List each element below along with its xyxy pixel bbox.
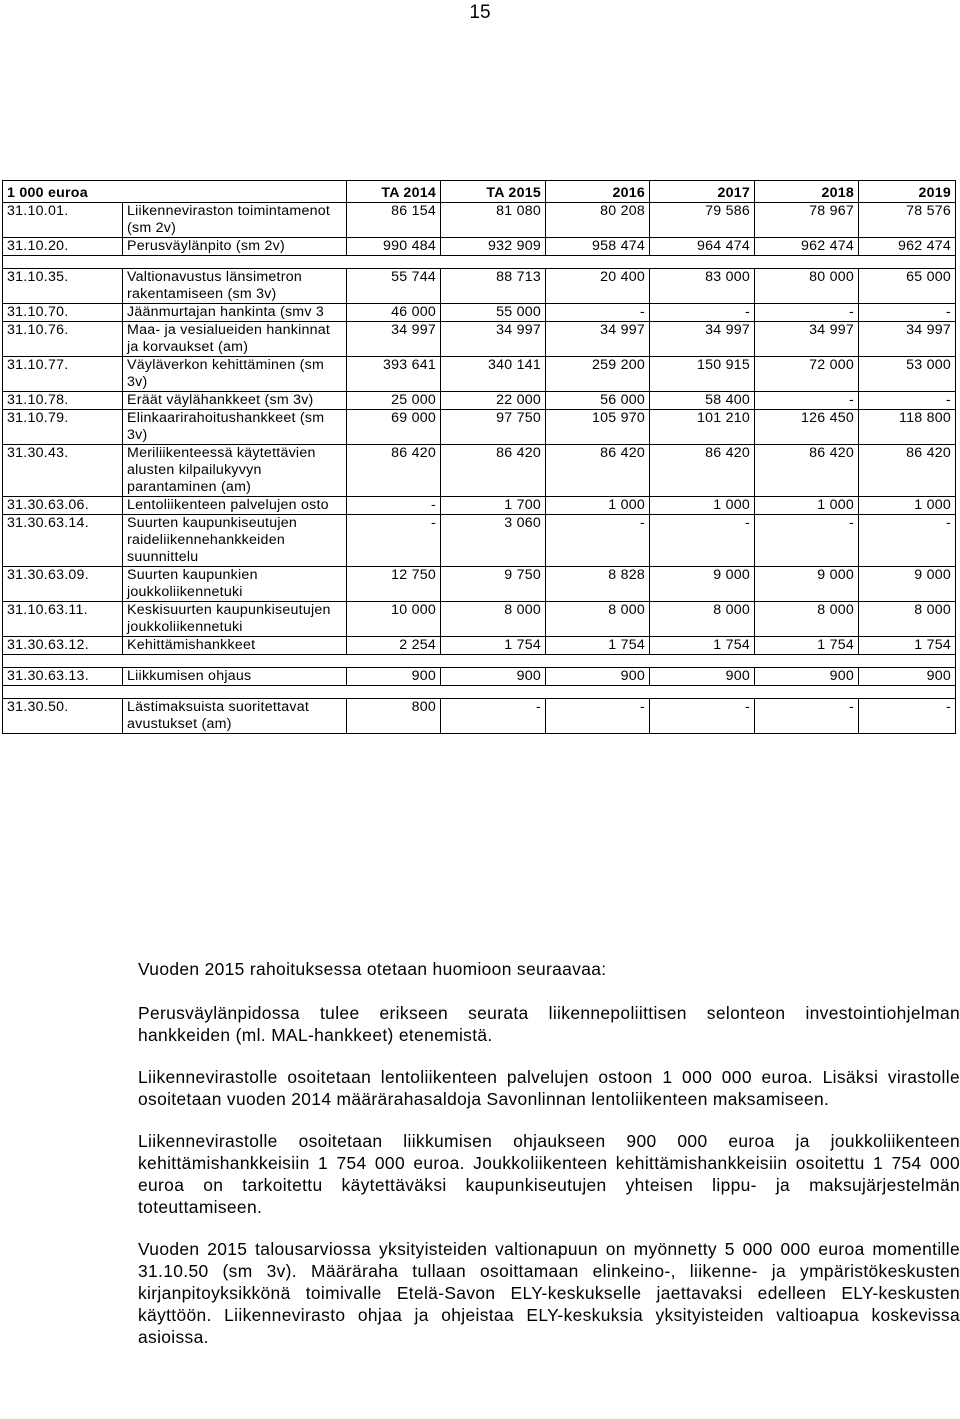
intro-paragraph: Vuoden 2015 rahoituksessa otetaan huomioon seuraavaa: [138,959,607,979]
year-value: 58 400 [650,392,755,410]
year-value: - [755,699,859,734]
year-value: 86 420 [859,445,956,497]
table-row [3,497,956,515]
year-value: 10 000 [347,602,441,637]
year-value: 3 060 [441,515,546,567]
table-row [3,699,956,734]
year-value: 22 000 [441,392,546,410]
year-value: 34 997 [441,322,546,357]
table-row [3,637,956,655]
year-value: - [546,304,650,322]
year-value: 958 474 [546,238,650,256]
paragraph-liikkumisen-ohjaus: Liikennevirastolle osoitetaan liikkumisen ohjaukseen 900 000 euroa ja joukkoliikenteen kehittämishankkeisiin 1 754 000 euroa. Joukkoliikenteen kehittämishankkeisiin osoitettu 1 754 000 euroa on tarkoitettu käytettäväksi kaupunkiseutujen yhteisen lippu- ja maksujärjestelmän toteuttamiseen. [138,1131,960,1217]
year-value: 8 000 [859,602,956,637]
momentti-description: Liikenneviraston toimintamenot (sm 2v) [123,203,347,238]
year-value: 65 000 [859,269,956,304]
year-value: 900 [441,668,546,686]
year-value: - [755,304,859,322]
table-row [3,392,956,410]
year-value: - [859,515,956,567]
year-value: 9 000 [755,567,859,602]
budget-table-body [3,203,956,734]
table-header-row [3,181,956,203]
year-value: - [859,699,956,734]
momentti-code: 31.10.76. [3,322,123,357]
year-value: - [650,304,755,322]
table-row [3,445,956,497]
year-value: - [441,699,546,734]
year-value: 34 997 [755,322,859,357]
year-value: 800 [347,699,441,734]
year-header: 2017 [650,181,755,203]
momentti-code: 31.10.70. [3,304,123,322]
year-value: 8 828 [546,567,650,602]
unit-header: 1 000 euroa [3,181,347,203]
separator-cell [3,686,956,699]
momentti-code: 31.30.43. [3,445,123,497]
year-value: 25 000 [347,392,441,410]
year-value: 393 641 [347,357,441,392]
year-value: 900 [347,668,441,686]
year-value: 86 420 [441,445,546,497]
momentti-code: 31.30.50. [3,699,123,734]
momentti-description: Suurten kaupunkien joukkoliikennetuki [123,567,347,602]
momentti-code: 31.30.63.09. [3,567,123,602]
year-value: 34 997 [546,322,650,357]
momentti-code: 31.10.63.11. [3,602,123,637]
year-value: 1 754 [546,637,650,655]
year-value: 900 [546,668,650,686]
year-value: 932 909 [441,238,546,256]
year-value: 72 000 [755,357,859,392]
separator-cell [3,655,956,668]
year-value: 55 000 [441,304,546,322]
year-value: 1 000 [755,497,859,515]
table-row [3,357,956,392]
momentti-code: 31.10.78. [3,392,123,410]
momentti-code: 31.10.20. [3,238,123,256]
momentti-code: 31.10.01. [3,203,123,238]
year-value: 34 997 [650,322,755,357]
momentti-description: Maa- ja vesialueiden hankinnat ja korvaukset (am) [123,322,347,357]
year-value: 1 754 [755,637,859,655]
year-value: - [755,392,859,410]
year-value: 962 474 [859,238,956,256]
year-header: 2019 [859,181,956,203]
year-value: 8 000 [755,602,859,637]
year-value: 900 [650,668,755,686]
year-value: - [546,699,650,734]
momentti-description: Väyläverkon kehittäminen (sm 3v) [123,357,347,392]
year-value: 964 474 [650,238,755,256]
year-value: 79 586 [650,203,755,238]
year-value: 9 000 [650,567,755,602]
momentti-description: Lentoliikenteen palvelujen osto [123,497,347,515]
year-value: 1 000 [650,497,755,515]
momentti-description: Keskisuurten kaupunkiseutujen joukkoliikennetuki [123,602,347,637]
year-value: 1 754 [441,637,546,655]
year-value: 900 [859,668,956,686]
momentti-description: Liikkumisen ohjaus [123,668,347,686]
year-value: 86 420 [755,445,859,497]
year-value: - [859,304,956,322]
year-header: 2016 [546,181,650,203]
momentti-code: 31.10.77. [3,357,123,392]
year-value: 34 997 [859,322,956,357]
momentti-code: 31.10.35. [3,269,123,304]
year-value: 990 484 [347,238,441,256]
year-value: 34 997 [347,322,441,357]
year-value: 56 000 [546,392,650,410]
year-value: 259 200 [546,357,650,392]
year-value: 88 713 [441,269,546,304]
momentti-code: 31.30.63.14. [3,515,123,567]
momentti-code: 31.10.79. [3,410,123,445]
year-value: 80 208 [546,203,650,238]
momentti-description: Eräät väylähankkeet (sm 3v) [123,392,347,410]
paragraph-perusvaylanpito: Perusväylänpidossa tulee erikseen seurata liikennepoliittisen selonteon investointiohjelman hankkeiden (ml. MAL-hankkeet) etenemistä. [138,1003,960,1045]
year-header: TA 2014 [347,181,441,203]
momentti-description: Kehittämishankkeet [123,637,347,655]
year-value: 78 576 [859,203,956,238]
year-value: 53 000 [859,357,956,392]
year-value: 1 754 [859,637,956,655]
table-row [3,322,956,357]
momentti-description: Valtionavustus länsimetron rakentamiseen (sm 3v) [123,269,347,304]
year-value: 101 210 [650,410,755,445]
separator-cell [3,256,956,269]
year-value: 1 700 [441,497,546,515]
year-value: 962 474 [755,238,859,256]
momentti-code: 31.30.63.13. [3,668,123,686]
year-value: - [859,392,956,410]
momentti-description: Elinkaarirahoitushankkeet (sm 3v) [123,410,347,445]
year-value: 1 000 [546,497,650,515]
table-row [3,515,956,567]
year-value: 9 000 [859,567,956,602]
year-value: 340 141 [441,357,546,392]
year-value: 86 420 [650,445,755,497]
year-value: 126 450 [755,410,859,445]
year-value: 9 750 [441,567,546,602]
year-value: 55 744 [347,269,441,304]
group-separator-row [3,686,956,699]
year-header: TA 2015 [441,181,546,203]
momentti-description: Meriliikenteessä käytettävien alusten kilpailukyvyn parantaminen (am) [123,445,347,497]
year-value: 8 000 [441,602,546,637]
momentti-description: Perusväylänpito (sm 2v) [123,238,347,256]
table-row [3,304,956,322]
year-value: 46 000 [347,304,441,322]
page-number: 15 [469,2,491,23]
year-value: - [650,699,755,734]
table-row [3,238,956,256]
momentti-description: Jäänmurtajan hankinta (smv 3 [123,304,347,322]
explanatory-text [138,958,960,1368]
year-value: 20 400 [546,269,650,304]
momentti-code: 31.30.63.06. [3,497,123,515]
table-row [3,567,956,602]
year-value: - [650,515,755,567]
table-row [3,203,956,238]
group-separator-row [3,256,956,269]
year-value: 97 750 [441,410,546,445]
momentti-description: Lästimaksuista suoritettavat avustukset (am) [123,699,347,734]
table-row [3,410,956,445]
year-value: 81 080 [441,203,546,238]
year-value: 86 420 [546,445,650,497]
year-value: 78 967 [755,203,859,238]
year-value: - [347,515,441,567]
year-value: 1 000 [859,497,956,515]
year-value: - [347,497,441,515]
momentti-description: Suurten kaupunkiseutujen raideliikennehankkeiden suunnittelu [123,515,347,567]
group-separator-row [3,655,956,668]
table-row [3,668,956,686]
table-row [3,602,956,637]
momentti-code: 31.30.63.12. [3,637,123,655]
year-value: 83 000 [650,269,755,304]
year-value: 150 915 [650,357,755,392]
year-value: 8 000 [650,602,755,637]
year-value: 105 970 [546,410,650,445]
year-value: 86 154 [347,203,441,238]
year-value: 2 254 [347,637,441,655]
paragraph-lentoliikenne: Liikennevirastolle osoitetaan lentoliikenteen palvelujen ostoon 1 000 000 euroa. Lisäksi virastolle osoitetaan vuoden 2014 määrärahasaldoja Savonlinnan lentoliikenteen maksamiseen. [138,1067,960,1109]
year-value: 118 800 [859,410,956,445]
paragraph-yksityistiet: Vuoden 2015 talousarviossa yksityisteiden valtionapuun on myönnetty 5 000 000 euroa momentille 31.10.50 (sm 3v). Määräraha tullaan osoittamaan elinkeino-, liikenne- ja ympäristökeskusten kirjanpitoyksikkönä toimivalle Etelä-Savon ELY-keskukselle jaettavaksi edelleen ELY-keskusten käyttöön. Liikennevirasto ohjaa ja ohjeistaa ELY-keskuksia yksityisteiden valtioapua koskevissa asioissa. [138,1239,960,1347]
year-value: 86 420 [347,445,441,497]
budget-table [2,180,956,734]
year-value: 8 000 [546,602,650,637]
year-value: - [755,515,859,567]
year-value: 900 [755,668,859,686]
year-value: - [546,515,650,567]
year-value: 1 754 [650,637,755,655]
year-header: 2018 [755,181,859,203]
year-value: 12 750 [347,567,441,602]
table-row [3,269,956,304]
year-value: 69 000 [347,410,441,445]
year-value: 80 000 [755,269,859,304]
